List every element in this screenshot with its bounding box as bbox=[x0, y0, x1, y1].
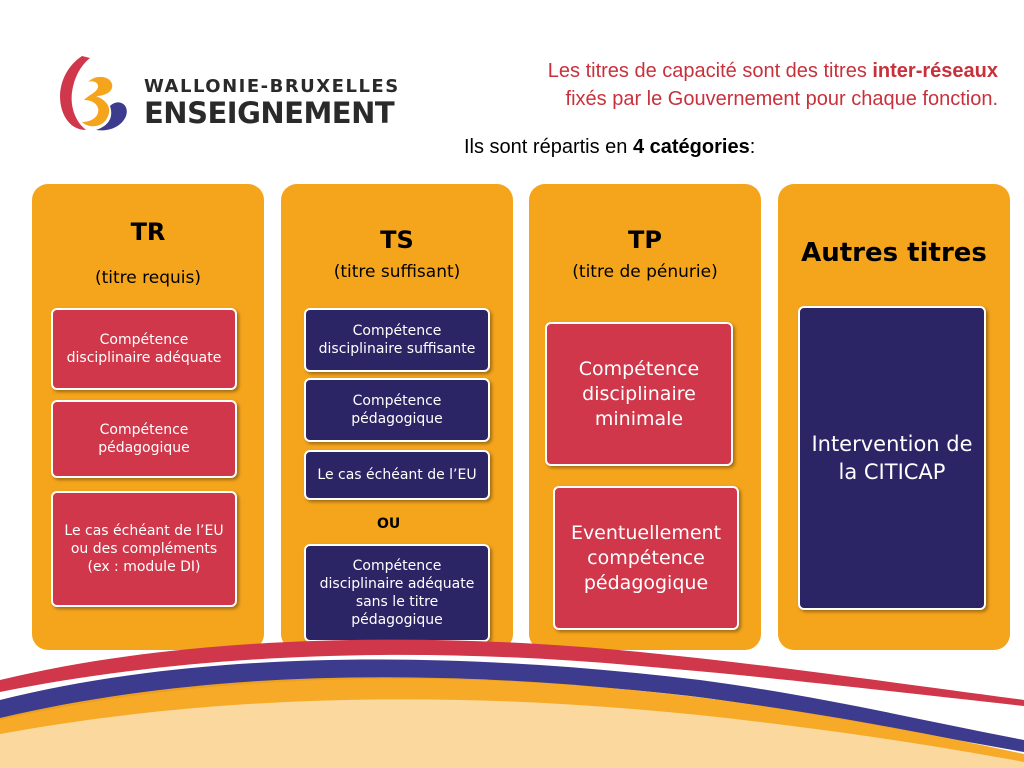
category-subtitle: (titre requis) bbox=[94, 268, 202, 288]
category-column-other bbox=[778, 184, 1010, 650]
requirement-box: Compétence disciplinaire adéquate sans le titre pédagogique bbox=[304, 544, 490, 642]
requirement-box: Le cas échéant de l’EU bbox=[304, 450, 490, 500]
requirement-box: Compétence disciplinaire adéquate bbox=[51, 308, 237, 390]
header-line-2: fixés par le Gouvernement pour chaque fonction. bbox=[565, 88, 998, 110]
subheader-colon: : bbox=[749, 136, 756, 158]
category-title: Autres titres bbox=[801, 238, 987, 268]
decorative-waves bbox=[0, 630, 1024, 768]
requirement-box: Compétence pédagogique bbox=[304, 378, 490, 442]
requirement-box: Compétence pédagogique bbox=[51, 400, 237, 478]
header-line-1-text: Les titres de capacité sont des titres bbox=[547, 60, 873, 82]
subheader-text: Ils sont répartis en bbox=[464, 136, 633, 158]
category-title: TP bbox=[628, 226, 662, 254]
wbe-logo bbox=[52, 48, 400, 138]
subheader-bold: 4 catégories bbox=[632, 136, 750, 158]
requirement-box: Intervention de la CITICAP bbox=[798, 306, 986, 610]
header-line-1-bold: inter-réseaux bbox=[872, 60, 998, 82]
slide-subheader bbox=[464, 136, 755, 159]
category-subtitle: (titre suffisant) bbox=[333, 262, 461, 282]
logo-mark-icon bbox=[52, 48, 142, 138]
category-title: TR bbox=[130, 218, 166, 246]
category-column-tr bbox=[32, 184, 264, 650]
header-line-1 bbox=[548, 57, 998, 85]
logo-text-line1: WALLONIE-BRUXELLES bbox=[144, 76, 400, 97]
category-column-ts bbox=[281, 184, 513, 650]
category-column-tp bbox=[529, 184, 761, 650]
requirement-box: Compétence disciplinaire minimale bbox=[545, 322, 733, 466]
or-separator: OU bbox=[377, 516, 401, 532]
logo-text-line2: ENSEIGNEMENT bbox=[144, 96, 395, 130]
slide-header bbox=[548, 57, 998, 113]
requirement-box: Eventuellement compétence pédagogique bbox=[553, 486, 739, 630]
category-title: TS bbox=[380, 226, 414, 254]
requirement-box: Le cas échéant de l’EU ou des compléments (ex : module DI) bbox=[51, 491, 237, 607]
requirement-box: Compétence disciplinaire suffisante bbox=[304, 308, 490, 372]
category-subtitle: (titre de pénurie) bbox=[572, 262, 718, 282]
